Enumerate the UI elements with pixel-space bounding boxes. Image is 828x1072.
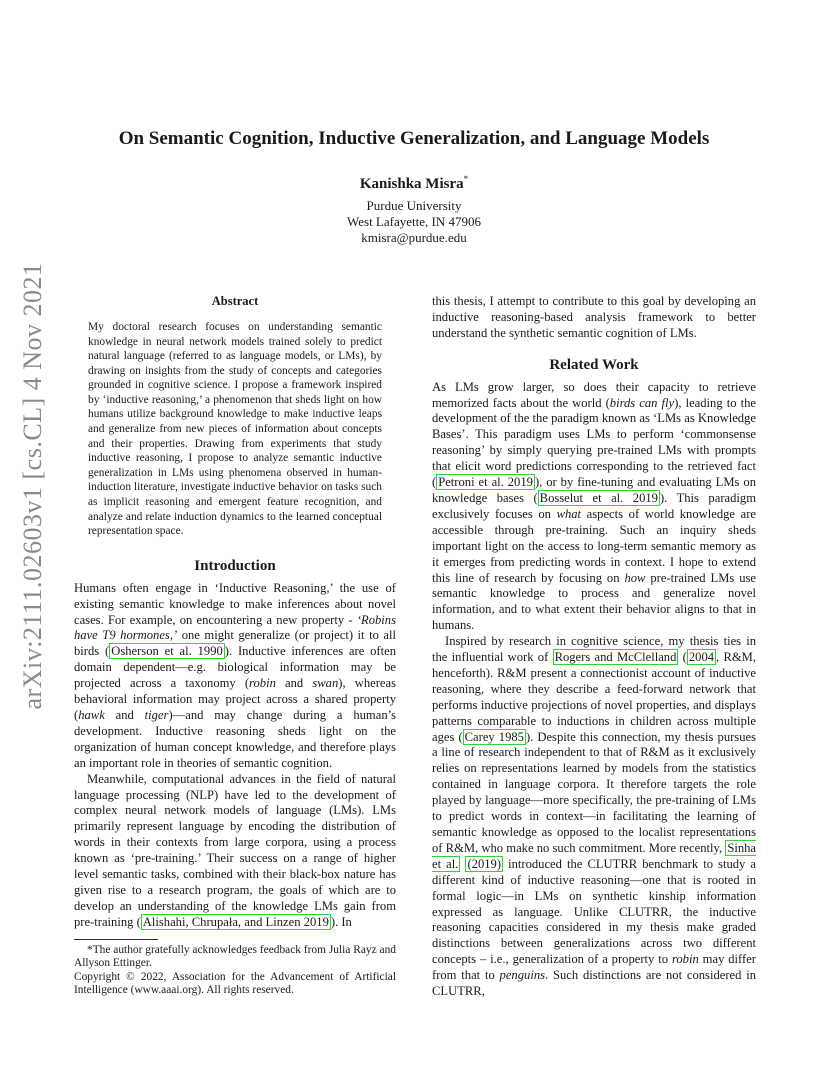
author-name: [0, 174, 828, 193]
emphasis-text: robin: [249, 676, 276, 691]
related-work-paragraph-1: [432, 380, 756, 635]
author-name-text: Kanishka Misra: [359, 176, 464, 192]
benchmark-name: CLUTRR: [432, 984, 482, 999]
citation-link[interactable]: Alishahi, Chrupała, and Linzen 2019: [142, 914, 329, 929]
footnote-divider: [74, 939, 158, 940]
abstract-heading: Abstract: [211, 294, 259, 308]
emphasis-text: what: [556, 506, 582, 521]
benchmark-name: CLUTRR: [587, 856, 638, 871]
abstract-body: My doctoral research focuses on understanding semantic knowledge in neural network models trained solely to predict natural language (referred to as language models, or LMs), by drawing on insights from the study of concepts and categories grounded in cognitive science. I propose a framework inspired by ‘inductive reasoning,’ a phenomenon that sheds light on how humans utilize background knowledge to make inductive leaps and generalize from new pieces of information about concepts and their properties. Drawing from experiments that study inductive reasoning, I propose to analyze semantic inductive generalization in LMs using phenomena observed in human-induction literature, investigate inductive behavior on tasks such as implicit reasoning and emergent feature recognition, and analyze and relate induction dynamics to the learned conceptual representation space.: [88, 320, 382, 538]
related-work-paragraph-2: [432, 634, 756, 1000]
emphasis-text: tiger: [144, 707, 169, 722]
text-run: , the inductive reasoning capacities considered in my thesis make graded distinctions between generalizations across two different concepts – i.e., generalization of a property to: [432, 904, 756, 967]
text-run: and: [275, 676, 313, 691]
text-run: benchmark to study a different kind of inductive reasoning—one that is rooted in formal logic—in LMs on synthetic kinship information expressed as language. Unlike: [432, 856, 756, 919]
text-run: one might generalize (or project) it to all birds (: [74, 628, 397, 659]
arxiv-identifier: [16, 262, 50, 710]
text-run: ). This paradigm exclusively focuses on: [432, 490, 756, 521]
text-run: and: [104, 707, 145, 722]
text-run: Meanwhile, computational advances in the field of natural language processing (NLP) have led to the development of complex neural network models of language (LMs). LMs primarily represent language by encoding the distribution of words in their contexts from large corpora, using a process known as ‘pre-training.’ Their success on a range of higher level semantic tasks, combined with their black-box nature has given rise to a research program, the goals of which are to develop an understanding of the knowledge LMs gain from pre-training (: [74, 771, 396, 929]
introduction-paragraph-1: [74, 581, 396, 772]
citation-link[interactable]: Sinha et al.: [432, 840, 756, 871]
emphasis-text: robin: [671, 952, 699, 967]
text-run: ). In: [330, 914, 352, 929]
citation-link[interactable]: Osherson et al. 1990: [111, 644, 223, 659]
introduction-paragraph-2: [74, 772, 396, 931]
author-footnote-mark: *: [463, 174, 469, 184]
text-run: ), or by fine-tuning and evaluating LMs on knowledge bases (: [432, 475, 756, 505]
example-property-text: ‘Robins have T9 hormones,’: [74, 612, 396, 643]
text-run: aspects of world knowledge are accessible through pre-training. Such an inquiry sheds important light on the access to long-term semantic memory as it emerges from predicting words in context. I hope to extend this line of research by focusing on: [432, 506, 756, 585]
author-affiliation: [0, 198, 828, 246]
citation-link[interactable]: (2019): [467, 856, 502, 871]
introduction-continuation: this thesis, I attempt to contribute to this goal by developing an inductive reasoning-based analysis framework to better understand the synthetic semantic cognition of LMs.: [432, 294, 756, 340]
text-run: ), whereas behavioral information may project across a shared property (: [74, 676, 396, 722]
emphasis-text: swan: [312, 676, 339, 691]
related-work-heading: Related Work: [549, 356, 639, 373]
emphasis-text: hawk: [78, 707, 105, 722]
text-run: Humans often engage in ‘Inductive Reasoning,’ the use of existing semantic knowledge to make inferences about novel cases. For example, on encountering a new property -: [74, 580, 396, 627]
text-run: introduced the: [503, 856, 588, 871]
affiliation-address: West Lafayette, IN 47906: [347, 214, 481, 229]
text-run: may differ from that to: [432, 952, 756, 983]
affiliation-institution: Purdue University: [366, 198, 462, 213]
citation-link[interactable]: Bosselut et al. 2019: [539, 490, 658, 505]
emphasis-text: how: [624, 570, 646, 585]
text-run: , R&M, henceforth). R&M present a connectionist account of inductive reasoning, where they describe a feed-forward network that performs inductive projections of novel properties, and displays patterns comparable to inductions in children across multiple ages (: [432, 650, 756, 744]
benchmark-name: CLUTRR: [618, 904, 669, 919]
emphasis-text: birds can fly: [609, 395, 675, 410]
text-run: ). Despite this connection, my thesis pursues a line of research independent to that of R&M as it exclusively relies on representations learned by models from the statistics contained in language corpora. It therefore targets the role played by language—more specifically, the pre-training of LMs to predict words in context—in facilitating the learning of semantic knowledge as opposed to the localist representations of R&M, who make no such commitment. More recently,: [432, 729, 756, 855]
left-column: [74, 294, 396, 998]
text-run: (: [678, 650, 687, 665]
arxiv-identifier-text: arXiv:2111.02603v1 [cs.CL] 4 Nov 2021: [18, 262, 47, 710]
introduction-heading: Introduction: [194, 557, 276, 574]
text-run: pre-trained LMs use semantic knowledge to process and generalize novel information, and to what extent their behavior aligns to that in humans.: [432, 570, 756, 633]
copyright-notice: Copyright © 2022, Association for the Advancement of Artificial Intelligence (www.aaai.org). All rights reserved.: [74, 970, 396, 997]
citation-link[interactable]: 2004: [688, 650, 715, 665]
citation-link[interactable]: Petroni et al. 2019: [438, 475, 533, 490]
paper-title: On Semantic Cognition, Inductive Generalization, and Language Models: [118, 128, 710, 149]
affiliation-email: kmisra@purdue.edu: [361, 230, 467, 245]
text-run: Inspired by research in cognitive science, my thesis ties in the influential work of: [432, 634, 756, 665]
citation-link[interactable]: Rogers and McClelland: [554, 650, 677, 665]
text-run: As LMs grow larger, so does their capacity to retrieve memorized facts about the world (: [432, 379, 756, 410]
text-run: . Such distinctions are not considered in: [545, 968, 756, 983]
text-run: ,: [481, 984, 485, 999]
emphasis-text: penguins: [499, 968, 546, 983]
text-run: )—and may change during a human’s development. Inductive reasoning sheds light on the organization of human concept knowledge, and therefore plays an important role in theories of semantic cognition.: [74, 707, 397, 770]
citation-link[interactable]: Carey 1985: [464, 729, 524, 744]
right-column: [432, 294, 756, 1000]
footnote-acknowledgement: *The author gratefully acknowledges feedback from Julia Rayz and Allyson Ettinger.: [74, 943, 396, 970]
text-run: ), leading to the development of the the paradigm known as ‘LMs as Knowledge Bases’. This paradigm uses LMs to perform ‘commonsense reasoning’ by simply querying pre-trained LMs with prompts that elicit word predictions corresponding to the retrieved fact (: [432, 395, 756, 490]
text-run: ). Inductive inferences are often domain dependent—e.g. biological information may be projected across a taxonomy (: [74, 644, 397, 691]
